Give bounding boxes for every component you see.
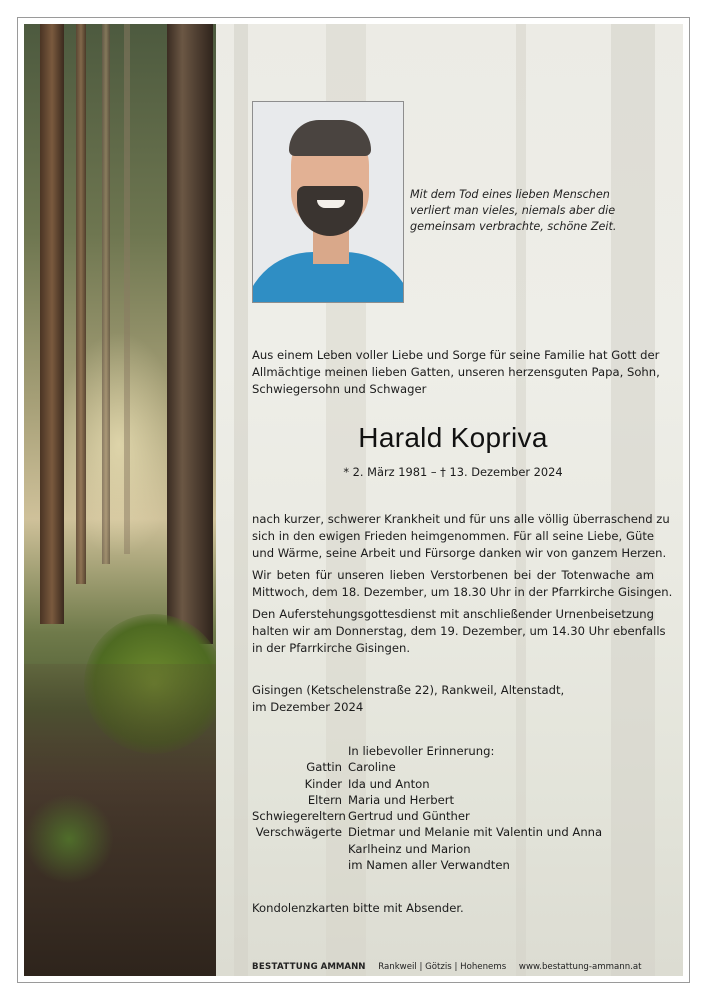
- text-line: Mittwoch, dem 18. Dezember, um 18.30 Uhr in der Pfarrkirche Gisingen.: [252, 585, 673, 600]
- text-line: nach kurzer, schwerer Krankheit und für uns alle völlig überraschend zu: [252, 512, 670, 526]
- intro-text: [252, 347, 660, 399]
- intro-line: Aus einem Leben voller Liebe und Sorge für seine Familie hat Gott der: [252, 348, 660, 362]
- family-heading: In liebevoller Erinnerung:: [348, 744, 495, 758]
- footer: [252, 962, 672, 972]
- family-members: Karlheinz und Marion: [348, 841, 471, 856]
- intro-line: Schwiegersohn und Schwager: [252, 382, 427, 397]
- quote-line: verliert man vieles, niemals aber die: [410, 204, 616, 217]
- paragraph-funeral: [252, 606, 666, 658]
- family-members: Caroline: [348, 760, 396, 775]
- family-role: Verschwägerte: [255, 825, 342, 840]
- quote-line: Mit dem Tod eines lieben Menschen: [410, 188, 610, 201]
- text-line: und Wärme, seine Arbeit und Fürsorge danken wir von ganzem Herzen.: [252, 546, 667, 561]
- family-members: Maria und Herbert: [348, 792, 455, 807]
- family-list: [252, 743, 672, 873]
- family-row: [252, 808, 672, 824]
- life-dates: * 2. März 1981 – † 13. Dezember 2024: [343, 465, 563, 479]
- text-line: halten wir am Donnerstag, dem 19. Dezember, um 14.30 Uhr ebenfalls: [252, 624, 666, 639]
- footer-brand-name: AMMANN: [320, 962, 366, 972]
- intro-line: Allmächtige meinen lieben Gatten, unseren herzensguten Papa, Sohn,: [252, 365, 660, 380]
- paragraph-wake: [252, 567, 673, 601]
- paragraph-passing: [252, 511, 670, 563]
- family-role: Eltern: [307, 792, 342, 807]
- family-role: Kinder: [304, 776, 342, 791]
- family-members: Gertrud und Günther: [348, 809, 470, 824]
- condolence-text: Kondolenzkarten bitte mit Absender.: [252, 901, 464, 915]
- footer-locations: Rankweil | Götzis | Hohenems: [378, 962, 507, 972]
- family-row: [252, 824, 672, 840]
- condolence-note: [252, 900, 654, 917]
- memorial-quote: [410, 187, 680, 235]
- place-and-date: [252, 682, 654, 716]
- portrait-photo: [252, 101, 404, 303]
- family-role: Schwiegereltern: [252, 809, 346, 824]
- family-row: [252, 776, 672, 792]
- family-row: [252, 841, 672, 857]
- family-role: [252, 841, 348, 857]
- family-role: [252, 857, 348, 873]
- text-line: im Dezember 2024: [252, 700, 364, 715]
- family-row: [252, 759, 672, 775]
- forest-photo: [24, 24, 216, 976]
- family-members: im Namen aller Verwandten: [348, 858, 510, 873]
- footer-website[interactable]: www.bestattung-ammann.at: [518, 962, 642, 972]
- family-members: Dietmar und Melanie mit Valentin und Anna: [348, 825, 603, 840]
- text-line: in der Pfarrkirche Gisingen.: [252, 641, 411, 656]
- text-line: Gisingen (Ketschelenstraße 22), Rankweil, Altenstadt,: [252, 683, 565, 697]
- family-role: Gattin: [306, 760, 342, 775]
- text-line: Wir beten für unseren lieben Verstorbenen bei der Totenwache am: [252, 568, 654, 582]
- text-line: Den Auferstehungsgottesdienst mit anschließender Urnenbeisetzung: [252, 607, 654, 621]
- family-row: [252, 857, 672, 873]
- footer-brand: BESTATTUNG: [252, 962, 318, 972]
- text-line: sich in den ewigen Frieden heimgenommen. Für all seine Liebe, Güte: [252, 529, 654, 544]
- quote-line: gemeinsam verbrachte, schöne Zeit.: [410, 220, 617, 233]
- family-members: Ida und Anton: [348, 776, 430, 791]
- obituary-panel: [24, 24, 683, 976]
- family-row: [252, 792, 672, 808]
- deceased-name: Harald Kopriva: [358, 422, 548, 453]
